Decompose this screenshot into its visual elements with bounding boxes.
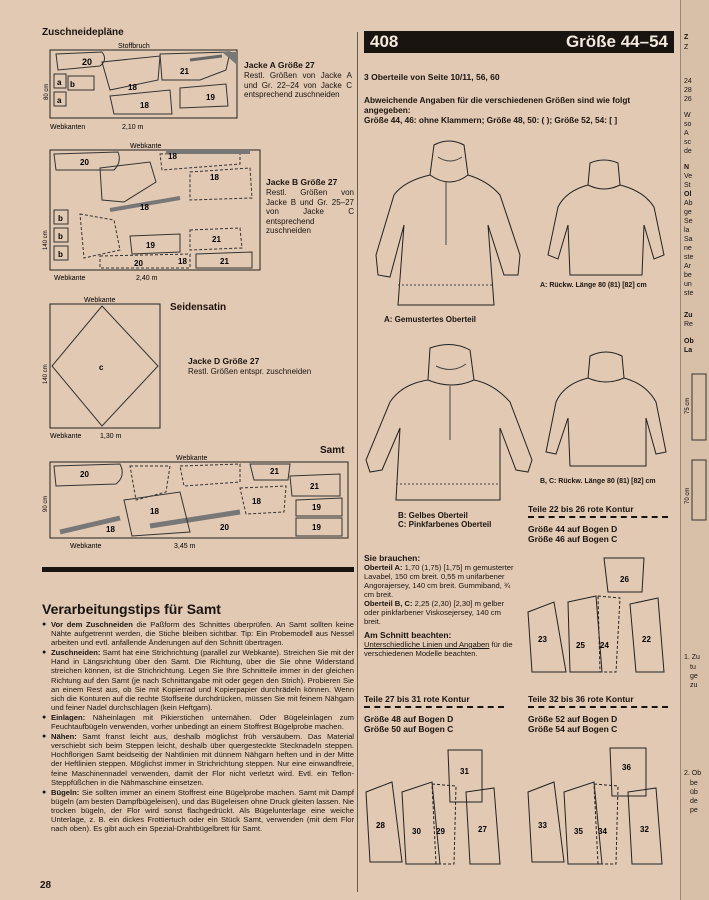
figure-a-back-caption: A: Rückw. Länge 80 (81) [82] cm bbox=[540, 282, 647, 289]
tip-item-text: Samt hat eine Strichrichtung (parallel zur Webkante). Streichen Sie mit der Hand in Längsrichtung über den Samt. Die Richtung, über die Sie ohne Widerstand streichen können, ist die Strichrichtung. Legen Sie Ihre Schnitteile immer in der gleichen Richtung auf den Samt (je nach Schnittangabe mit oder gegen den Strich). Probieren Sie an einem Rest aus, ob Sie mit Kopierrad und Kopierpapier durchrädeln können. Wenn sich die Konturen auf die rechte Stoffseite durchdrücken, müssen Sie mit feinem Nähgarn und feiner Nadel durchschlagen (kein Heftgarn). bbox=[51, 648, 354, 712]
edge-frag: de bbox=[684, 148, 692, 155]
block1-piece: 24 bbox=[600, 641, 609, 650]
tip-item-head: Bügeln: bbox=[51, 787, 80, 797]
materials-bc-head: Oberteil B, C: bbox=[364, 599, 413, 608]
block2-dashed-rule bbox=[364, 706, 504, 708]
edge-frag: un bbox=[684, 281, 692, 288]
plan-d-selvage-bottom: Webkante bbox=[70, 543, 102, 550]
edge-frag: zu bbox=[690, 682, 698, 689]
plan-b-piece: 18 bbox=[178, 257, 187, 266]
plan-c-fabric: Seidensatin bbox=[170, 302, 227, 313]
plan-c-height: 140 cm bbox=[43, 364, 49, 384]
block3-title: Teile 32 bis 36 rote Kontur bbox=[528, 694, 634, 704]
edge-frag: Zu bbox=[684, 312, 693, 319]
edge-frag: üb bbox=[690, 789, 698, 796]
edge-frag: La bbox=[684, 347, 693, 354]
plan-b-height: 140 cm bbox=[43, 230, 49, 250]
tip-item-head: Zuschneiden: bbox=[51, 648, 101, 658]
plan-a-piece: 20 bbox=[82, 57, 93, 67]
edge-frag: ge bbox=[690, 673, 698, 680]
block2-piece: 27 bbox=[478, 825, 487, 834]
size-range: Größe 44–54 bbox=[565, 32, 668, 51]
edge-frag: Z bbox=[684, 34, 689, 41]
plan-b-width: 2,40 m bbox=[136, 275, 158, 282]
block1-title: Teile 22 bis 26 rote Kontur bbox=[528, 504, 634, 514]
plan-d-piece: 20 bbox=[220, 523, 229, 532]
tip-item-text: Sie sollten immer an einem Stoffrest eine Bügelprobe machen. Samt mit Dampf bügeln (am besten Dampfbügeleisen), und das Bügeleisen ohne Druck gleiten lassen. Nie trocken bügeln, der Flor wird sonst flachgedrückt. Als Bügelunterlage eine weiche Unterlage, z. B. ein dickes Frottiertuch oder ein Stück Samt, verwenden (mit dem Flor nach oben). Es gibt auch ein Spezial-Drahtbügelbrett für Samt. bbox=[51, 787, 354, 834]
block3-piece: 34 bbox=[598, 827, 607, 836]
plan-b-piece: 18 bbox=[140, 203, 149, 212]
plan-d-piece: 19 bbox=[312, 523, 321, 532]
edge-pattern-sketch bbox=[684, 370, 708, 530]
tip-item bbox=[42, 732, 354, 787]
block2-pattern-pieces bbox=[362, 742, 512, 874]
plan-a-fold-label: Stoffbruch bbox=[118, 43, 150, 50]
materials-a-text: 1,70 (1,75) [1,75] m gemusterter Lavabel, 150 cm breit. 0,55 m unifarbener Angorajersey, 140 cm breit. Gummiband, ¾ cm breit. bbox=[364, 563, 514, 599]
column-divider bbox=[357, 32, 358, 892]
figure-a-caption: A: Gemustertes Oberteil bbox=[384, 315, 477, 324]
edge-frag: ge bbox=[684, 209, 692, 216]
edge-frag: Re bbox=[684, 321, 693, 328]
edge-frag: ste bbox=[684, 290, 694, 297]
tip-item-head: Nähen: bbox=[51, 732, 77, 742]
plan-b-piece: 19 bbox=[146, 241, 155, 250]
note-link: Unterschiedliche Linien und Angaben bbox=[364, 640, 490, 649]
edge-frag: 28 bbox=[684, 87, 692, 94]
edge-frag: Ol bbox=[684, 191, 692, 198]
block2-piece: 29 bbox=[436, 827, 445, 836]
block1-piece: 26 bbox=[620, 575, 629, 584]
cutting-plan-d bbox=[40, 452, 352, 552]
figure-bc-back-caption: B, C: Rückw. Länge 80 (81) [82] cm bbox=[540, 478, 656, 485]
materials-bc-text: 2,25 (2,30) [2,30] m gelber oder pinkfarbener Viskosejersey, 140 cm breit. bbox=[364, 599, 505, 626]
block1-piece: 23 bbox=[538, 635, 547, 644]
block3-piece: 32 bbox=[640, 825, 649, 834]
edge-frag: N bbox=[684, 164, 690, 171]
plan-d-height: 90 cm bbox=[43, 495, 49, 512]
edge-frag: Ar bbox=[684, 263, 691, 270]
edge-frag: Sa bbox=[684, 236, 693, 243]
plan-d-piece: 21 bbox=[270, 467, 279, 476]
cutting-plan-a bbox=[40, 40, 245, 135]
block2-piece: 30 bbox=[412, 827, 421, 836]
edge-frag: de bbox=[690, 798, 698, 805]
figure-a-front bbox=[364, 135, 534, 315]
edge-frag: sc bbox=[684, 139, 691, 146]
plan-c-width: 1,30 m bbox=[100, 433, 122, 440]
note-title: Am Schnitt beachten: bbox=[364, 630, 452, 640]
cutting-plan-b bbox=[40, 140, 265, 285]
edge-frag: 2. Ob bbox=[684, 770, 702, 777]
block2-line2: Größe 50 auf Bogen C bbox=[364, 724, 454, 734]
figure-c-caption: C: Pinkfarbenes Oberteil bbox=[398, 520, 492, 529]
plan-c-selvage-bottom: Webkante bbox=[50, 433, 82, 440]
plan-b-piece: b bbox=[58, 214, 63, 223]
block3-line1: Größe 52 auf Bogen D bbox=[528, 714, 618, 724]
plan-a-piece: a bbox=[57, 96, 62, 105]
block3-piece: 36 bbox=[622, 763, 631, 772]
plan-b-selvage-top: Webkante bbox=[130, 143, 162, 150]
plan-a-piece: 21 bbox=[180, 67, 189, 76]
edge-frag: la bbox=[684, 227, 690, 234]
edge-frag: W bbox=[684, 112, 691, 119]
block3-piece: 35 bbox=[574, 827, 583, 836]
materials-title: Sie brauchen: bbox=[364, 553, 421, 563]
block2-piece: 31 bbox=[460, 767, 469, 776]
block3-line2: Größe 54 auf Bogen C bbox=[528, 724, 618, 734]
edge-frag: Ve bbox=[684, 173, 693, 180]
edge-frag: be bbox=[690, 780, 698, 787]
plan-b-desc: Restl. Größen von Jacke B und Gr. 25–27 von Jacke C entsprechend zuschneiden bbox=[266, 188, 354, 235]
plan-b-piece: 20 bbox=[134, 259, 143, 268]
subtitle: 3 Oberteile von Seite 10/11, 56, 60 bbox=[364, 72, 500, 82]
plan-b-piece: 21 bbox=[220, 257, 229, 266]
block1-piece: 22 bbox=[642, 635, 651, 644]
tip-item-text: die Paßform des Schnittes überprüfen. An Samt sollten keine Nähte aufgetrennt werden, die Stiche bleiben sichtbar. Tip: Ein Probemodell aus Nessel arbeiten und evtl. anfallende Änderungen auf den Schnitt übertragen. bbox=[51, 620, 354, 648]
figure-bc-front bbox=[360, 340, 540, 510]
edge-frag: tu bbox=[690, 664, 696, 671]
block3-piece: 33 bbox=[538, 821, 547, 830]
edge-frag: pe bbox=[690, 807, 698, 814]
plan-a-piece: 19 bbox=[206, 93, 215, 102]
section-divider-bar bbox=[42, 567, 354, 572]
tip-item-text: Samt franst leicht aus, deshalb möglichst früh versäubern. Das Material verschiebt sich beim Steppen leicht, deshalb über quergesteckte Stecknadeln steppen. Hochflorigen Samt beidseitig der Nahtlinien mit dünnem Nähgarn heften und in der Mitte der Heftlinien steppen. Möglichst immer in Strichrichtung steppen. Nur eine einwandfreie, feine Maschinennadel verwenden, damit der Flor nicht verletzt wird. Evtl. ein Teflon-Steppfüßchen in die Nähmaschine einsetzen. bbox=[51, 732, 354, 787]
plan-b-piece: b bbox=[58, 250, 63, 259]
figure-bc-captions bbox=[398, 511, 491, 529]
tips-list bbox=[42, 620, 354, 834]
block3-pattern-pieces bbox=[524, 742, 674, 874]
block1-dashed-rule bbox=[528, 516, 668, 518]
plan-d-piece: 18 bbox=[150, 507, 159, 516]
edge-frag: ste bbox=[684, 254, 694, 261]
plan-c-selvage-top: Webkante bbox=[84, 297, 116, 304]
block1-line2: Größe 46 auf Bogen C bbox=[528, 534, 618, 544]
edge-frag: Ab bbox=[684, 200, 693, 207]
plan-b-selvage-bottom: Webkante bbox=[54, 275, 86, 282]
block1-piece: 25 bbox=[576, 641, 585, 650]
block2-title: Teile 27 bis 31 rote Kontur bbox=[364, 694, 470, 704]
page-number: 28 bbox=[40, 880, 52, 891]
plan-b-piece: 18 bbox=[168, 152, 177, 161]
plan-d-width: 3,45 m bbox=[174, 543, 196, 550]
plan-d-piece: 18 bbox=[252, 497, 261, 506]
note-text: für die verschiedenen Modelle beachten. bbox=[364, 640, 513, 658]
edge-frag: so bbox=[684, 121, 692, 128]
plan-a-piece: 18 bbox=[140, 101, 149, 110]
plan-a-piece: a bbox=[57, 78, 62, 87]
figure-a-back bbox=[540, 155, 670, 280]
tip-item-text: Näheinlagen mit Pikierstichen unternähen. Oder Bügeleinlagen zum Feuchtaufbügeln verwenden, vorher unbedingt an einem Stoffrest Bügelprobe machen. bbox=[51, 712, 354, 732]
edge-frag: Ob bbox=[684, 338, 694, 345]
block3-dashed-rule bbox=[528, 706, 668, 708]
plan-d-piece: 21 bbox=[310, 482, 319, 491]
plan-a-title: Jacke A Größe 27 bbox=[244, 60, 315, 70]
plan-d-piece: 20 bbox=[80, 470, 89, 479]
plan-a-piece: 18 bbox=[128, 83, 137, 92]
edge-dim: 75 cm bbox=[685, 397, 691, 414]
tip-item-head: Vor dem Zuschneiden bbox=[51, 620, 133, 629]
model-header-bar bbox=[364, 31, 674, 53]
tip-item bbox=[42, 648, 354, 712]
tip-item bbox=[42, 620, 354, 647]
plan-b-piece: 21 bbox=[212, 235, 221, 244]
sizes-note: Abweichende Angaben für die verschiedenen Größen sind wie folgt angegeben: bbox=[364, 95, 631, 115]
plan-a-selvage: Webkanten bbox=[50, 124, 86, 131]
block1-pattern-pieces bbox=[524, 552, 674, 680]
figure-b-caption: B: Gelbes Oberteil bbox=[398, 511, 468, 520]
section-title-cutting-plans: Zuschneidepläne bbox=[42, 27, 124, 38]
model-number: 408 bbox=[370, 32, 399, 51]
block2-piece: 28 bbox=[376, 821, 385, 830]
edge-frag: 24 bbox=[684, 78, 692, 85]
plan-a-width: 2,10 m bbox=[122, 124, 144, 131]
block1-line1: Größe 44 auf Bogen D bbox=[528, 524, 618, 534]
plan-c-piece: c bbox=[99, 363, 104, 372]
sizes-line: Größe 44, 46: ohne Klammern; Größe 48, 50: ( ); Größe 52, 54: [ ] bbox=[364, 115, 618, 125]
plan-d-fabric: Samt bbox=[320, 445, 345, 456]
edge-frag: Se bbox=[684, 218, 693, 225]
edge-frag: A bbox=[684, 130, 689, 137]
cutting-plan-c bbox=[40, 294, 170, 442]
plan-a-piece: b bbox=[70, 80, 75, 89]
materials-a-head: Oberteil A: bbox=[364, 563, 403, 572]
plan-a-height: 80 cm bbox=[44, 83, 50, 100]
edge-frag: St bbox=[684, 182, 691, 189]
edge-frag: 1. Zu bbox=[684, 654, 700, 661]
edge-frag: Z bbox=[684, 44, 689, 51]
edge-frag: 26 bbox=[684, 96, 692, 103]
figure-bc-back bbox=[540, 348, 670, 473]
materials-block bbox=[364, 554, 519, 658]
plan-d-piece: 18 bbox=[106, 525, 115, 534]
edge-frag: be bbox=[684, 272, 692, 279]
tip-item-head: Einlagen: bbox=[51, 712, 86, 722]
plan-b-piece: 18 bbox=[210, 173, 219, 182]
plan-b-title: Jacke B Größe 27 bbox=[266, 177, 338, 187]
plan-c-desc: Restl. Größen entspr. zuschneiden bbox=[188, 367, 312, 376]
plan-d-piece: 19 bbox=[312, 503, 321, 512]
plan-c-title: Jacke D Größe 27 bbox=[188, 356, 260, 366]
edge-dim: 70 cm bbox=[685, 487, 691, 504]
block2-line1: Größe 48 auf Bogen D bbox=[364, 714, 454, 724]
tip-item bbox=[42, 788, 354, 833]
edge-frag: ne bbox=[684, 245, 692, 252]
tip-item bbox=[42, 713, 354, 731]
plan-b-piece: 20 bbox=[80, 158, 89, 167]
plan-d-selvage-top: Webkante bbox=[176, 455, 208, 462]
plan-b-piece: b bbox=[58, 232, 63, 241]
tips-title: Verarbeitungstips für Samt bbox=[42, 601, 221, 617]
plan-a-desc: Restl. Größen von Jacke A und Gr. 22–24 von Jacke C entsprechend zuschneiden bbox=[244, 71, 352, 99]
